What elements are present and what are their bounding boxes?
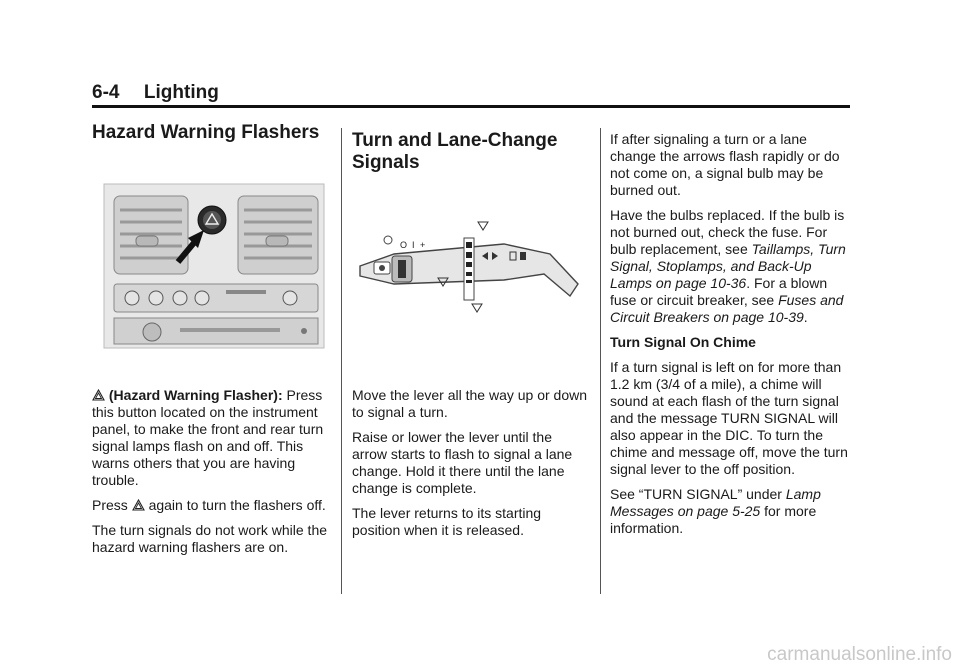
turn-signal-lever-illustration [354,214,580,326]
press-pre: Press [92,497,128,513]
turn-p3: The lever returns to its starting position when it is released. [352,505,542,538]
hazard-press-instruction [92,497,332,514]
hazard-warning-icon [132,498,145,510]
column-divider [600,128,601,594]
header-rule [92,105,850,108]
turn-p1: Move the lever all the way up or down to signal a turn. [352,387,588,420]
watermark-url: carmanualsonline.info [767,644,952,665]
hazard-column [92,122,332,564]
bulb-replacement-text: Have the bulbs replaced. If the bulb is not burned out, check the fuse. For bulb replacement, see [610,207,845,257]
see-post: for more information. [610,503,817,536]
svg-text:I: I [412,240,415,250]
taillamps-reference-link[interactable]: Taillamps, Turn Signal, Stoplamps, and Back-Up Lamps on page 10-36 [610,241,846,291]
turn-p2: Raise or lower the lever until the arrow starts to flash to signal a lane change. Hold it there until the lane change is complete. [352,429,573,496]
svg-text:+: + [420,240,426,250]
period: . [803,309,808,325]
press-post: again to turn the flashers off. [148,497,326,513]
hazard-button-illustration [100,178,328,354]
bulb-replacement-p [610,207,850,326]
hazard-label: (Hazard Warning Flasher): [108,387,283,403]
svg-text:O: O [400,240,408,250]
fuse-text: . For a blown fuse or circuit breaker, see [610,275,828,308]
hazard-description [92,387,332,489]
chime-text: If a turn signal is left on for more than 1.2 km (3/4 of a mile), a chime will sound at each flash of the turn signal and the message TURN SIGNAL will also appear in the DIC. To turn the chime and message off, move the turn signal lever to the off position. [610,359,848,477]
turn-signal-heading: Turn and Lane-Change Signals [352,130,558,173]
hazard-warning-icon [92,388,105,400]
hazard-heading: Hazard Warning Flashers [92,122,320,143]
fuses-reference-link[interactable]: Fuses and Circuit Breakers on page 10-39 [610,292,844,325]
page-header [92,82,850,108]
see-pre: See “TURN SIGNAL” under [610,486,782,502]
section-title: Lighting [143,82,219,103]
bulb-chime-column [610,122,850,545]
lamp-messages-reference-link[interactable]: Lamp Messages on page 5-25 [610,486,821,519]
hazard-note: The turn signals do not work while the hazard warning flashers are on. [92,522,328,555]
hazard-desc-text: Press this button located on the instrument panel, to make the front and rear turn signal lamps flash on and off. This warns others that you are having trouble. [92,387,324,488]
bulb-burned-out-p: If after signaling a turn or a lane change the arrows flash rapidly or do not come on, a signal bulb may be burned out. [610,131,840,198]
see-also-p [610,486,850,537]
turn-signal-column [352,122,590,547]
chime-heading: Turn Signal On Chime [610,334,756,350]
column-divider [341,128,342,594]
section-number: 6-4 [92,82,120,103]
